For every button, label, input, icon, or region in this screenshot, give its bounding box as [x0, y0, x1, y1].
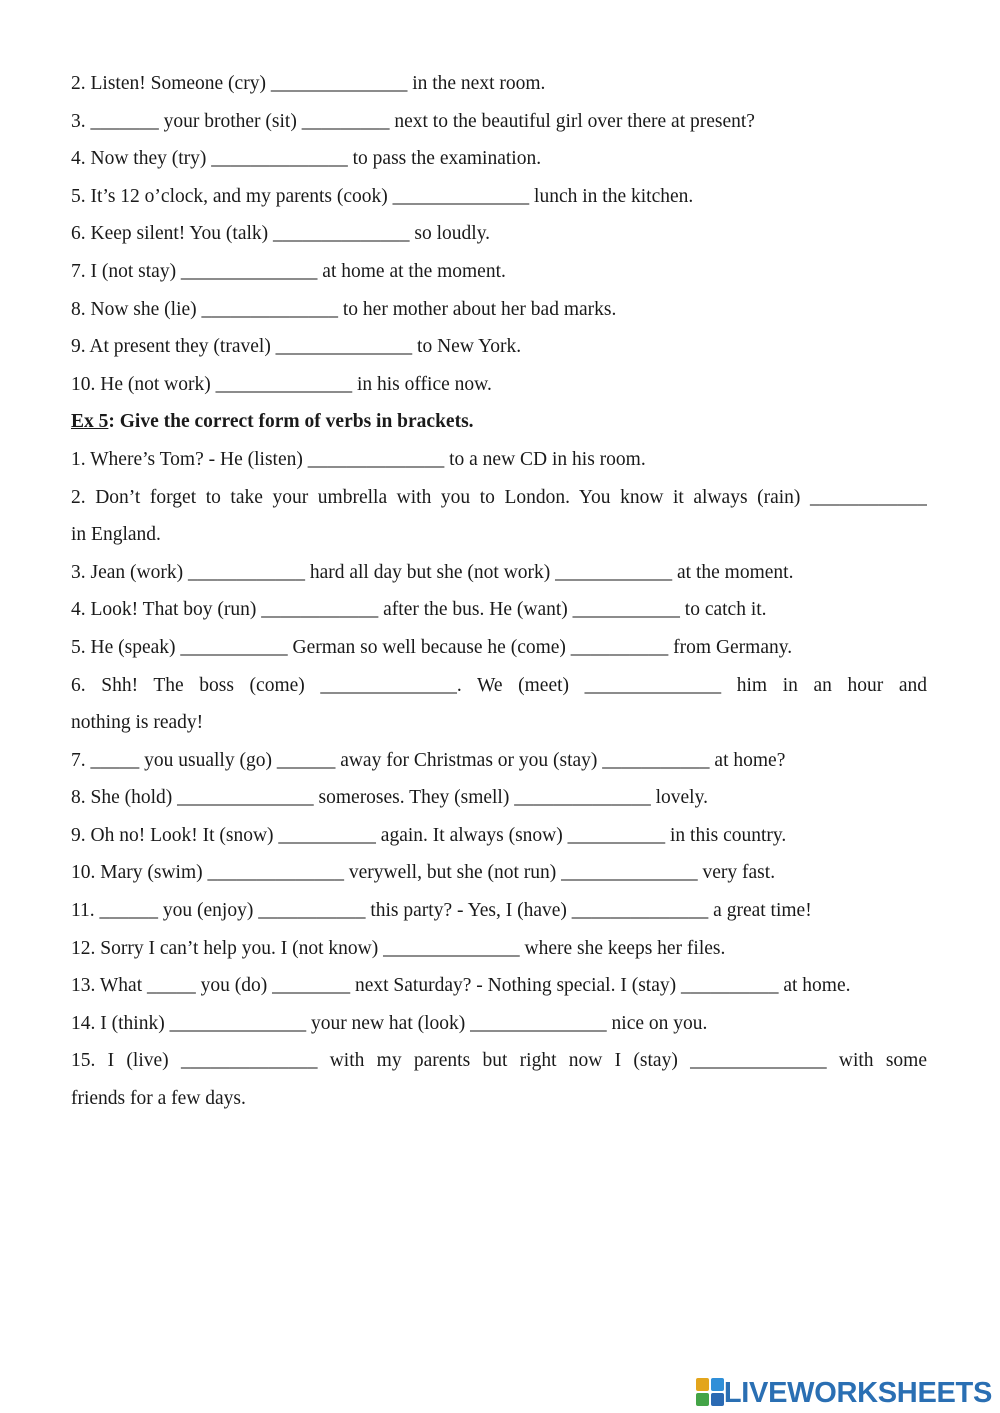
ex4-item-2: 2. Listen! Someone (cry) ______________ in the next room. — [71, 73, 546, 94]
ex5-item-5: 5. He (speak) ___________ German so well because he (come) __________ from Germany. — [71, 636, 793, 658]
ex5-item-8: 8. She (hold) ______________ someroses. They (smell) ______________ lovely. — [71, 787, 708, 809]
ex4-item-6: 6. Keep silent! You (talk) ______________ so loudly. — [71, 223, 491, 245]
ex4-item-4: 4. Now they (try) ______________ to pass the examination. — [71, 148, 542, 170]
ex4-item-7: 7. I (not stay) ______________ at home at the moment. — [71, 260, 506, 282]
ex5-item-6-cont: nothing is ready! — [71, 712, 204, 734]
ex4-item-3: 3. _______ your brother (sit) _________ next to the beautiful girl over there at present? — [71, 110, 755, 132]
worksheet-page — [71, 65, 927, 1118]
liveworksheets-brand-text: LIVEWORKSHEETS — [723, 1376, 992, 1409]
liveworksheets-logo[interactable] — [696, 1376, 992, 1410]
ex5-item-12: 12. Sorry I can’t help you. I (not know) ______________ where she keeps her files. — [71, 937, 726, 959]
ex5-item-3: 3. Jean (work) ____________ hard all day but she (not work) ____________ at the moment. — [71, 561, 794, 583]
ex5-item-15-cont: friends for a few days. — [71, 1088, 246, 1110]
ex4-item-8: 8. Now she (lie) ______________ to her mother about her bad marks. — [71, 298, 617, 320]
ex5-item-15: 15. I (live) ______________ with my parents but right now I (stay) ______________ with some — [71, 1050, 927, 1072]
ex5-item-13: 13. What _____ you (do) ________ next Saturday? - Nothing special. I (stay) __________ at home. — [71, 975, 851, 997]
ex5-label: Ex 5 — [71, 411, 109, 433]
ex5-item-9: 9. Oh no! Look! It (snow) __________ again. It always (snow) __________ in this country. — [71, 824, 787, 846]
ex4-item-10: 10. He (not work) ______________ in his office now. — [71, 373, 492, 395]
ex5-item-2: 2. Don’t forget to take your umbrella with you to London. You know it always (rain) ____________ — [71, 486, 927, 508]
ex5-item-1: 1. Where’s Tom? - He (listen) ______________ to a new CD in his room. — [71, 448, 646, 470]
ex5-heading — [71, 403, 927, 441]
ex5-item-4: 4. Look! That boy (run) ____________ after the bus. He (want) ___________ to catch it. — [71, 599, 767, 621]
ex5-item-7: 7. _____ you usually (go) ______ away for Christmas or you (stay) ___________ at home? — [71, 749, 786, 771]
ex4-item-5: 5. It’s 12 o’clock, and my parents (cook) ______________ lunch in the kitchen. — [71, 185, 694, 207]
ex5-item-6: 6. Shh! The boss (come) ______________. We (meet) ______________ him in an hour and — [71, 674, 927, 696]
ex5-item-14: 14. I (think) ______________ your new hat (look) ______________ nice on you. — [71, 1012, 708, 1034]
ex5-item-10: 10. Mary (swim) ______________ verywell, but she (not run) ______________ very fast. — [71, 862, 776, 884]
ex5-item-11: 11. ______ you (enjoy) ___________ this party? - Yes, I (have) ______________ a great time! — [71, 900, 812, 922]
ex5-instruction: : Give the correct form of verbs in brackets. — [108, 411, 474, 433]
ex5-item-2-cont: in England. — [71, 524, 161, 546]
ex4-item-9: 9. At present they (travel) ______________ to New York. — [71, 336, 522, 358]
liveworksheets-logo-icon — [696, 1378, 722, 1408]
